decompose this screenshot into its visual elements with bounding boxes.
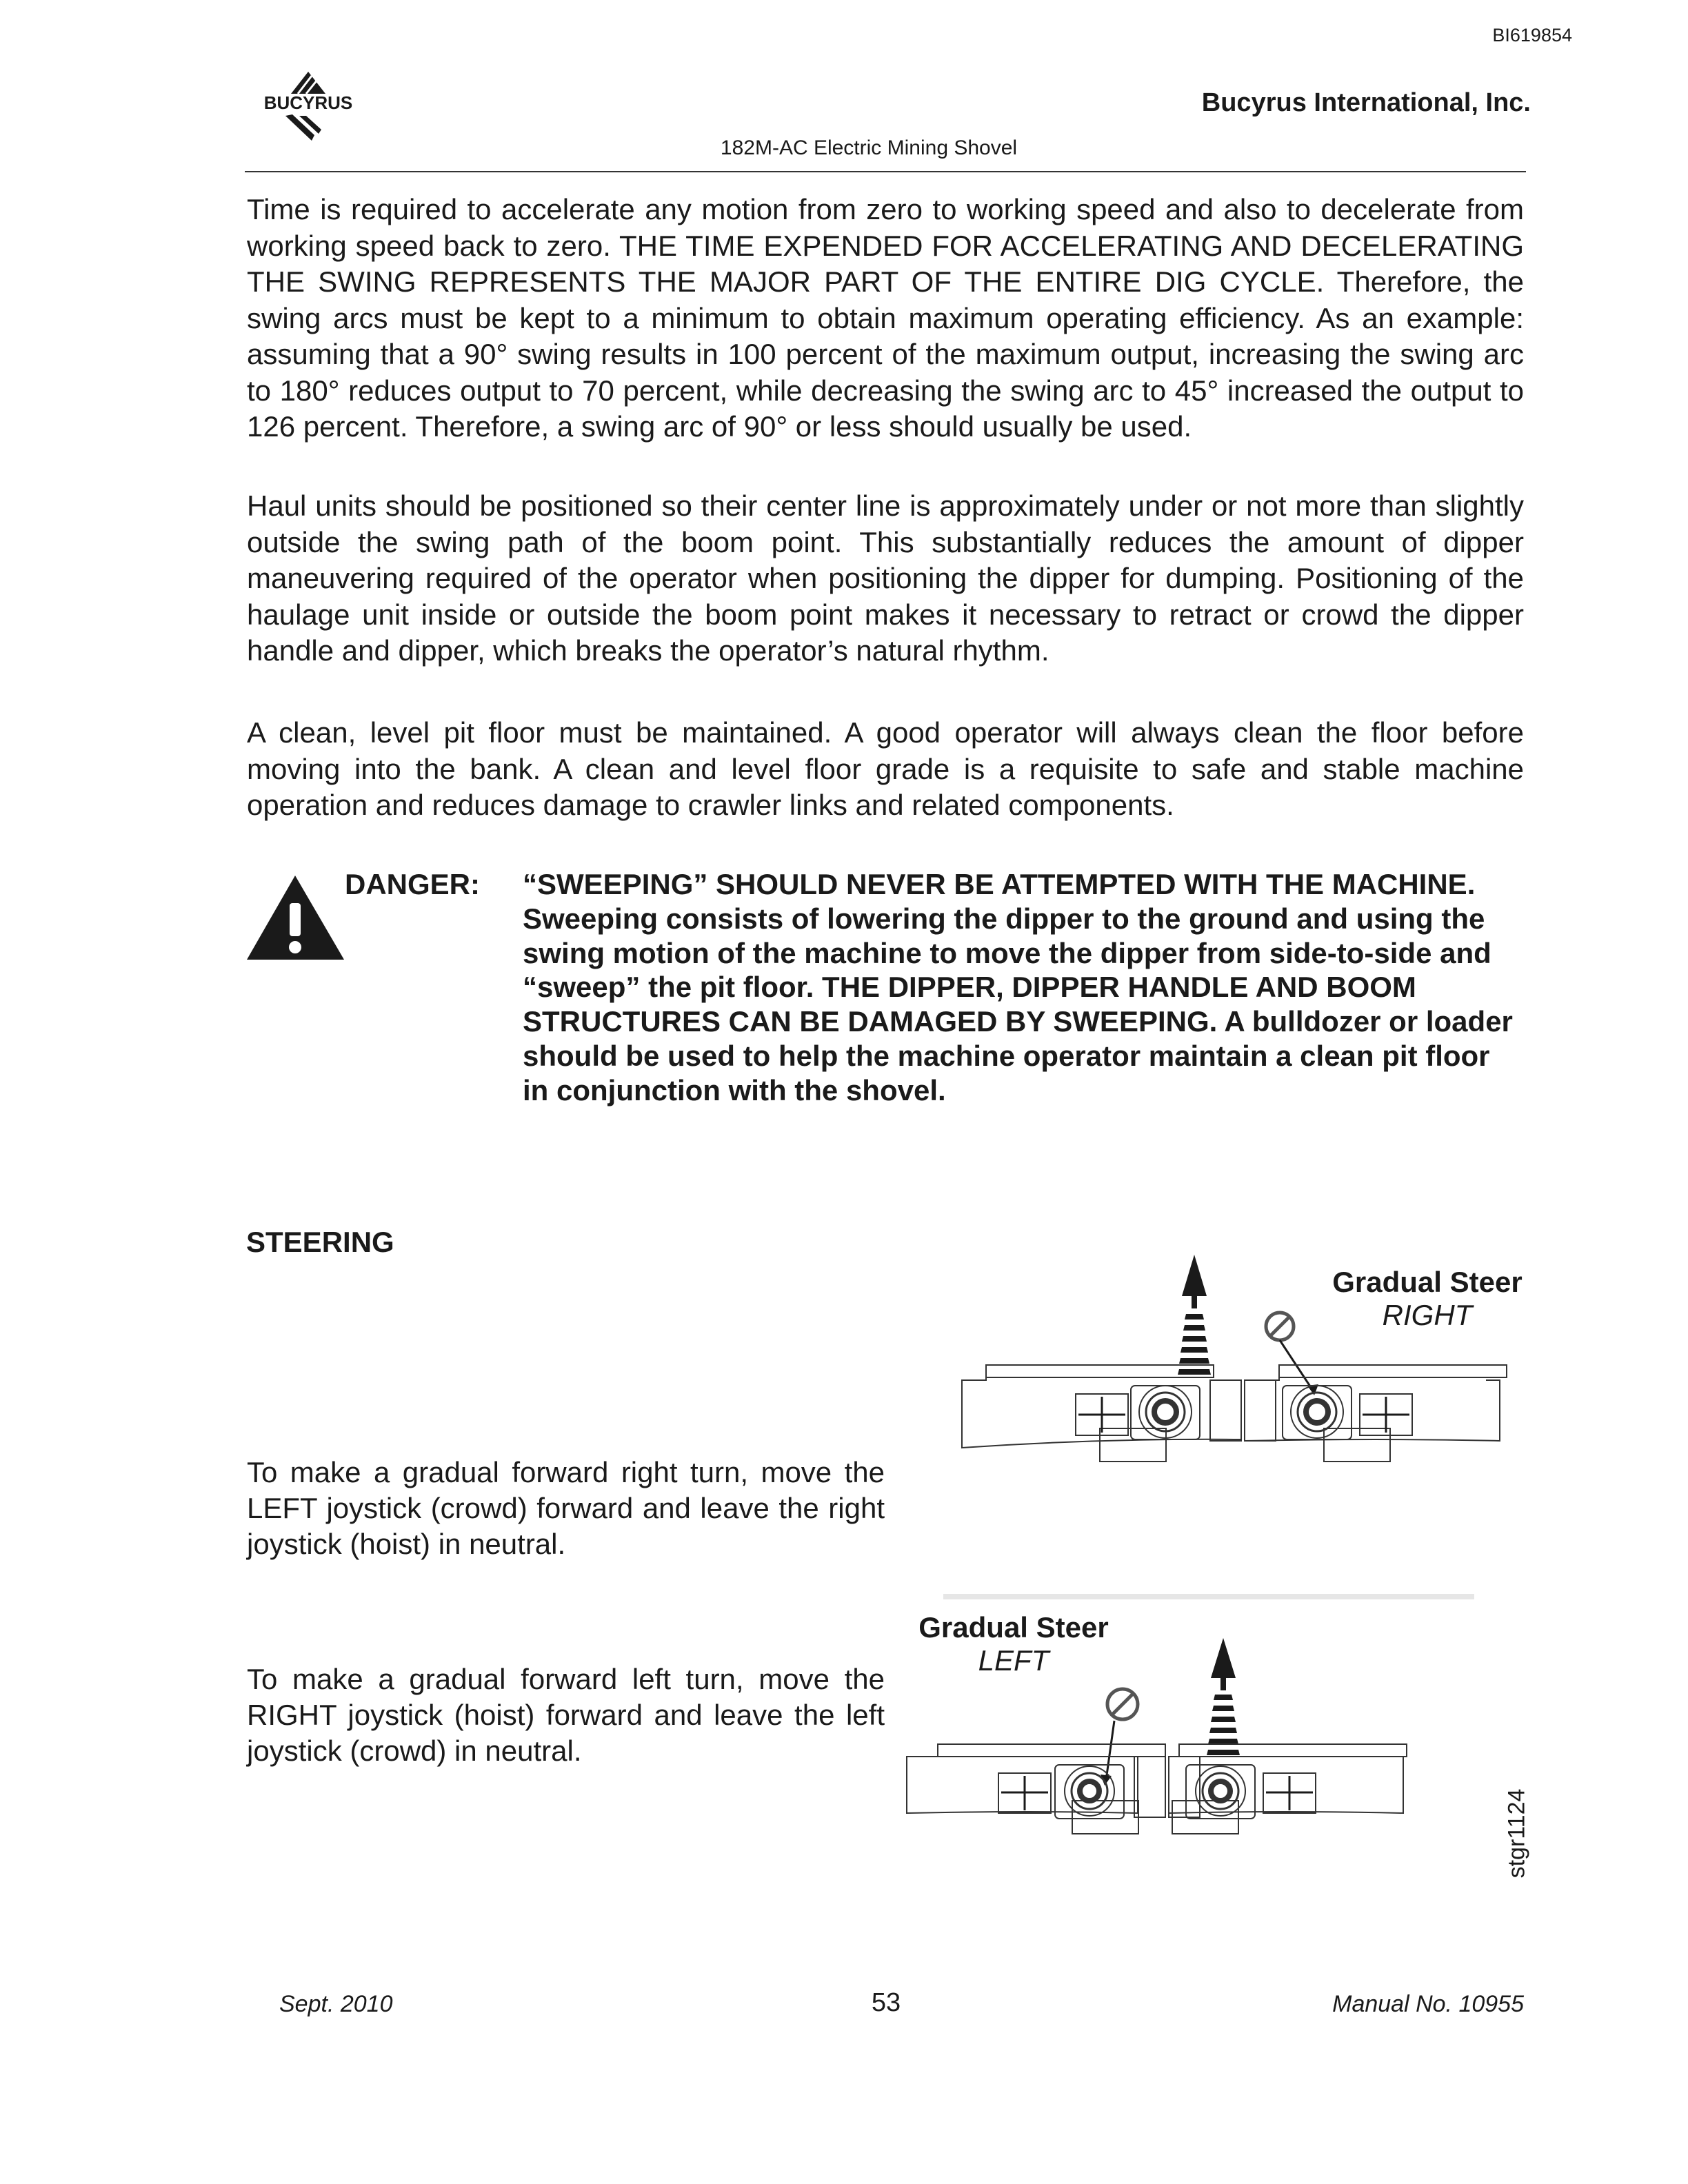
section-heading-steering: STEERING bbox=[246, 1226, 394, 1258]
figure-code: stgr1124 bbox=[1503, 1788, 1530, 1879]
company-name: Bucyrus International, Inc. bbox=[1201, 88, 1531, 117]
forward-arrow-icon bbox=[1207, 1638, 1240, 1755]
figure-left-subtitle: LEFT bbox=[978, 1644, 1049, 1677]
steer-left-instructions: To make a gradual forward left turn, move the RIGHT joystick (hoist) forward and leave the left joystick (crowd) in neutral. bbox=[247, 1663, 885, 1767]
document-id: BI619854 bbox=[1492, 25, 1572, 46]
document-subtitle: 182M-AC Electric Mining Shovel bbox=[720, 136, 1018, 159]
figure-left-title: Gradual Steer bbox=[918, 1611, 1109, 1644]
bucyrus-logo bbox=[243, 66, 374, 149]
forward-arrow-icon bbox=[1178, 1255, 1211, 1375]
paragraph-swing-time: Time is required to accelerate any motion from zero to working speed and also to decelerate from working speed back to zero. THE TIME EXPENDED FOR ACCELERATING AND DECELERATING THE SWING REPRESENTS THE MAJOR PART OF THE ENTIRE DIG CYCLE. Therefore, the swing arcs must be kept to a minimum to obtain maximum operating efficiency. As an example: assuming that a 90° swing results in 100 percent of the maximum output, increasing the swing arc to 180° reduces output to 70 percent, while decreasing the swing arc to 45° increased the output to 126 percent. Therefore, a swing arc of 90° or less should usually be used. bbox=[247, 193, 1524, 443]
paragraph-haul-units: Haul units should be positioned so their center line is approximately under or not more than slightly outside the swing path of the boom point. This substantially reduces the amount of dipper maneuvering required of the operator when positioning the dipper for dumping. Positioning of the haulage unit inside or outside the boom point makes it necessary to retract or crowd the dipper handle and dipper, which breaks the operator’s natural rhythm. bbox=[247, 489, 1524, 667]
figure-right-subtitle: RIGHT bbox=[1382, 1299, 1473, 1331]
header-rule bbox=[245, 171, 1526, 172]
manual-number: Manual No. 10955 bbox=[1332, 1991, 1524, 2017]
danger-message: “SWEEPING” SHOULD NEVER BE ATTEMPTED WITH THE MACHINE. Sweeping consists of lowering the dipper to the ground and using the swing motion of the machine to move the dipper from side-to-side and “sweep” the pit floor. THE DIPPER, DIPPER HANDLE AND BOOM STRUCTURES CAN BE DAMAGED BY SWEEPING. A bulldozer or loader should be used to help the machine operator maintain a clean pit floor in conjunction with the shovel. bbox=[523, 868, 1513, 1106]
prohibited-icon bbox=[1101, 1689, 1138, 1786]
svg-text:BUCYRUS: BUCYRUS bbox=[263, 92, 353, 113]
danger-label: DANGER: bbox=[345, 868, 480, 900]
steer-right-instructions: To make a gradual forward right turn, move the LEFT joystick (crowd) forward and leave the right joystick (hoist) in neutral. bbox=[247, 1456, 885, 1560]
prohibited-icon bbox=[1266, 1313, 1318, 1395]
figure-right-title: Gradual Steer bbox=[1332, 1266, 1523, 1298]
page-number: 53 bbox=[871, 1988, 901, 2017]
paragraph-pit-floor: A clean, level pit floor must be maintained. A good operator will always clean the floor before moving into the bank. A clean and level floor grade is a requisite to safe and stable machine operation and reduces damage to crawler links and related components. bbox=[247, 716, 1524, 821]
warning-triangle-icon bbox=[245, 874, 345, 961]
footer-date: Sept. 2010 bbox=[279, 1991, 393, 2017]
